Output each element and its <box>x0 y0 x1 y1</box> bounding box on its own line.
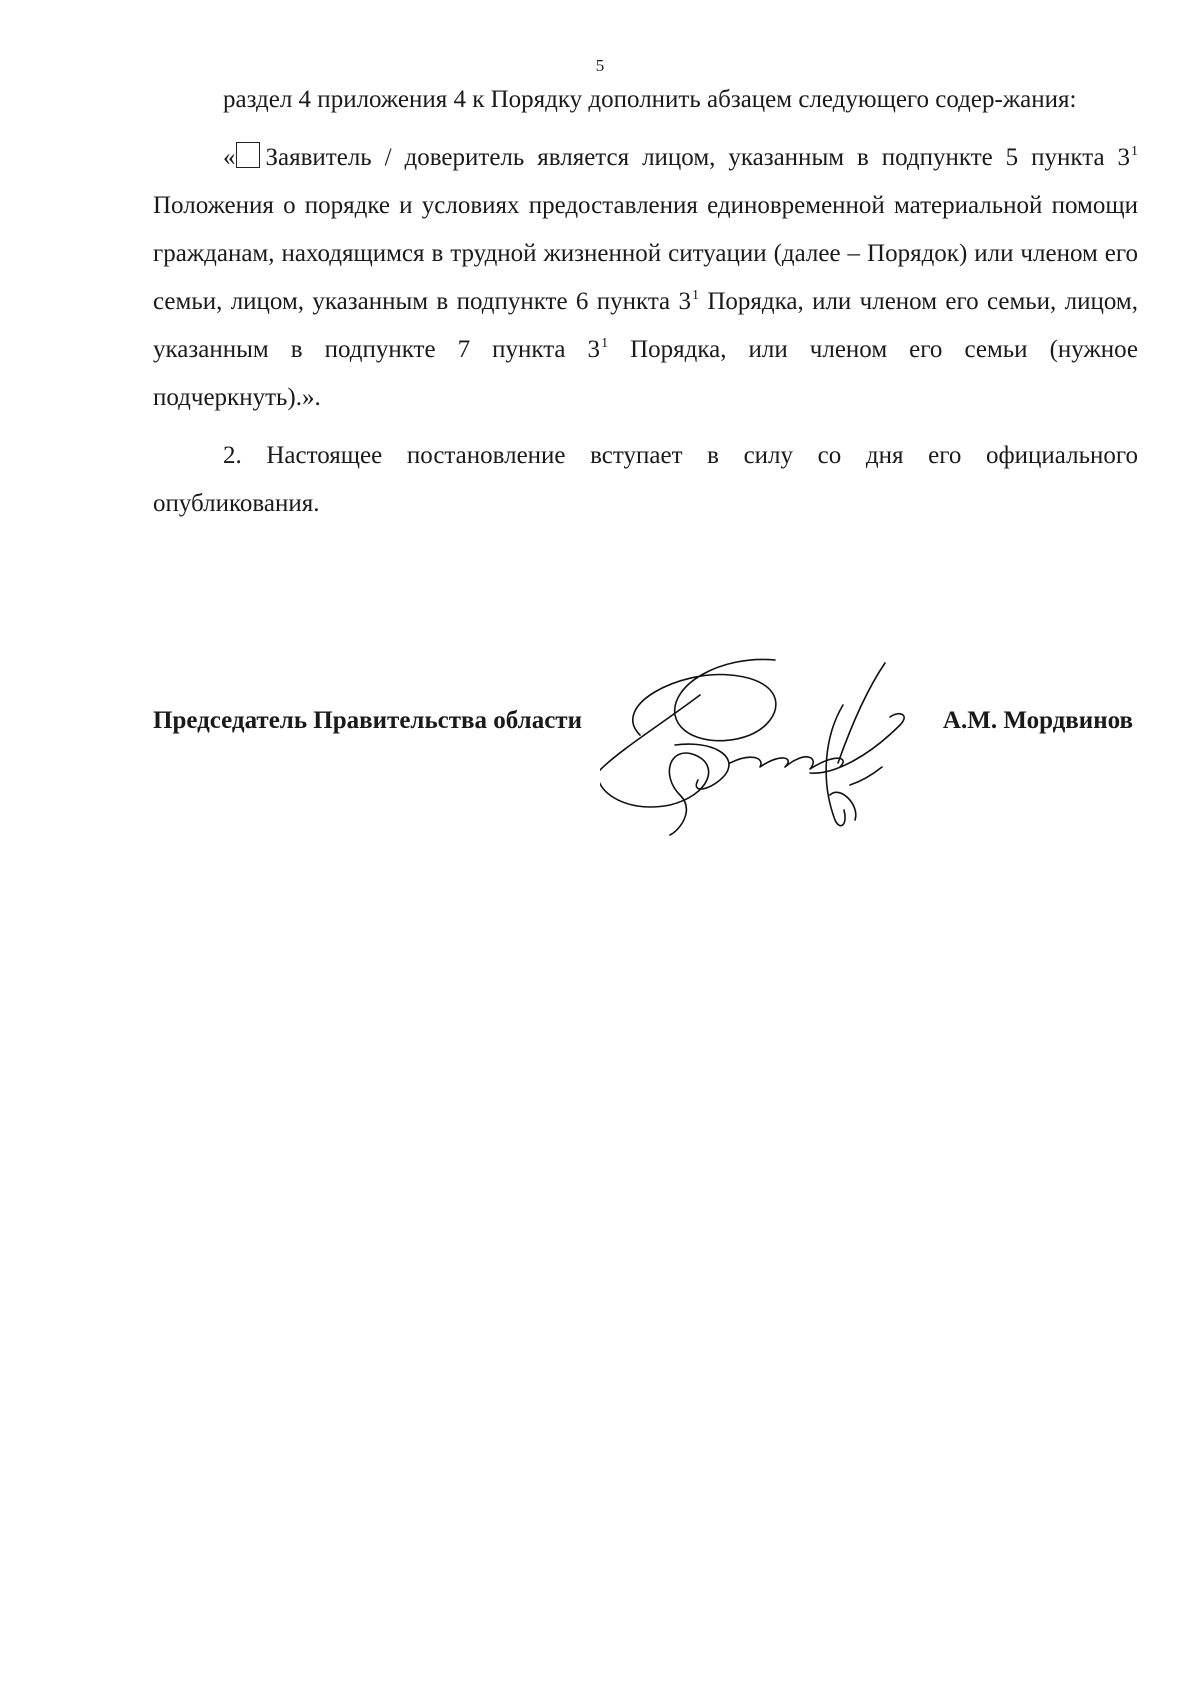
handwritten-signature-icon <box>600 645 940 845</box>
inserted-text-part-2: Положения о порядке и условиях предоставления единовременной материальной помощи гражданам, находящимся в трудной жизненной ситуации (далее – Порядок) или членом его семьи, лицом, указанным в подпункте 6 пункта 3 <box>153 192 1138 315</box>
inserted-text-part-3: Порядка, или членом его семьи, лицом, указанным в подпункте 7 пункта 3 <box>153 288 1138 363</box>
superscript: 1 <box>692 288 699 303</box>
signatory-name: А.М. Мордвинов <box>942 707 1133 734</box>
paragraph-effective-date: 2. Настоящее постановление вступает в силу со дня его официального опубликования. <box>153 442 1138 517</box>
document-body <box>153 76 1138 528</box>
paragraph-inserted-text <box>153 134 1138 422</box>
paragraph-amendment-intro: раздел 4 приложения 4 к Порядку дополнить абзацем следующего содер-жания: <box>223 86 1077 113</box>
superscript: 1 <box>1131 144 1138 159</box>
page-number: 5 <box>595 56 605 75</box>
signatory-title: Председатель Правительства области <box>153 707 582 734</box>
inserted-text-part-1: Заявитель / доверитель является лицом, указанным в подпункте 5 пункта 3 <box>265 144 1130 171</box>
superscript: 1 <box>601 336 609 351</box>
inserted-text-part-4: Порядка, или членом его семьи (нужное подчеркнуть).». <box>153 336 1139 411</box>
checkbox-icon <box>236 142 260 168</box>
opening-quote: « <box>223 144 236 171</box>
